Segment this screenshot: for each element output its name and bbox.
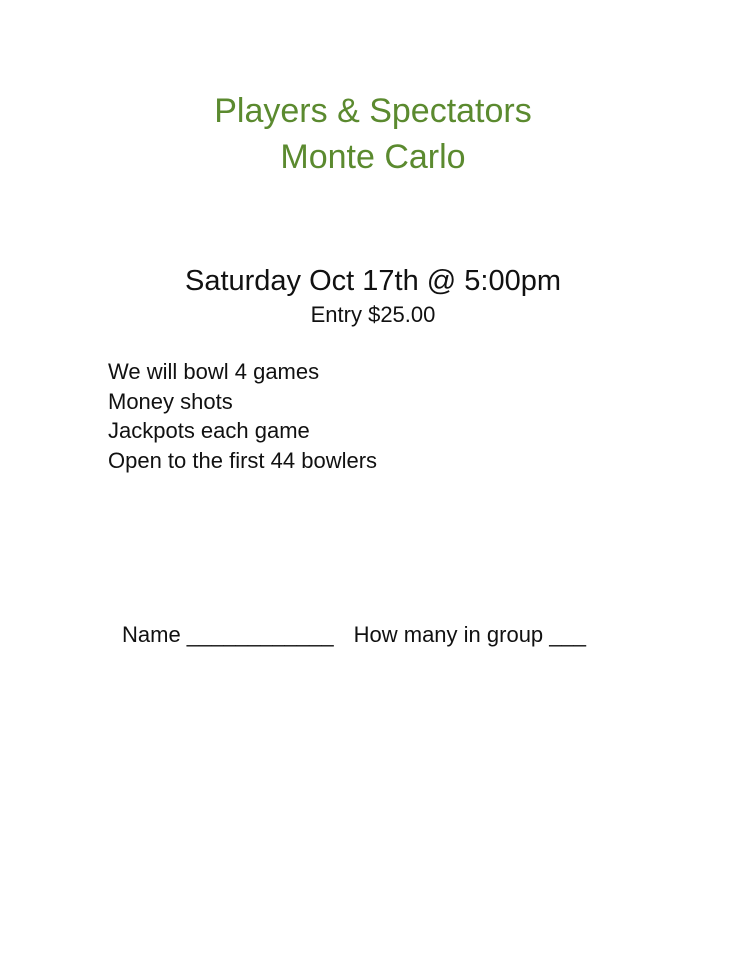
group-size-field: How many in group ___ [353,622,586,647]
signup-form-line [122,620,586,650]
title-line-2: Monte Carlo [280,138,466,176]
detail-item: Money shots [108,388,233,414]
title-line-1: Players & Spectators [214,92,532,130]
detail-item: Jackpots each game [108,418,310,443]
name-field: Name ____________ [122,622,334,647]
detail-item: Open to the first 44 bowlers [108,447,378,473]
flyer-title [0,88,746,180]
entry-fee: Entry $25.00 [310,302,436,327]
detail-item: We will bowl 4 games [108,359,320,384]
event-date: Saturday Oct 17th @ 5:00pm [184,265,562,297]
details-list [108,357,377,475]
event-info [0,262,746,330]
